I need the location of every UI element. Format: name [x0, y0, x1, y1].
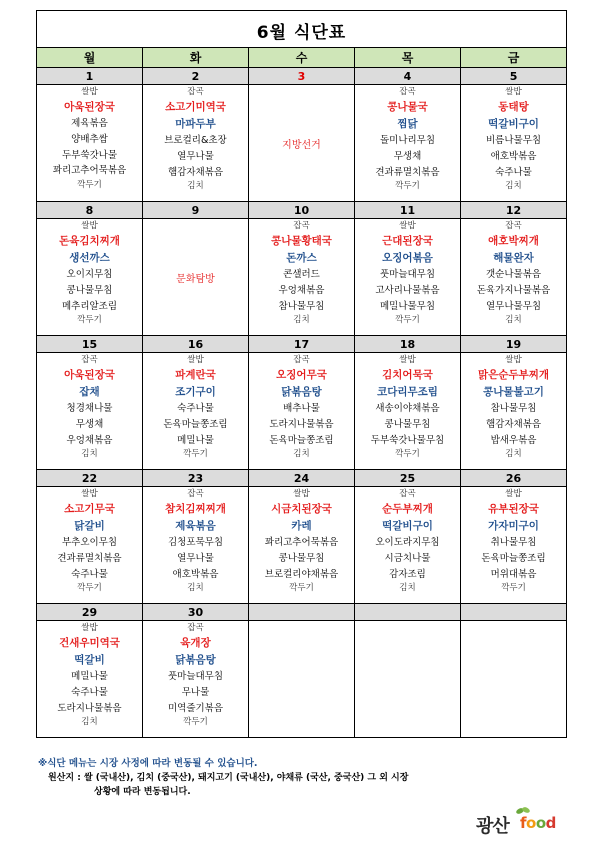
kimchi: 깍두기 — [77, 583, 102, 594]
side-dish: 견과류멸치볶음 — [375, 166, 440, 178]
side-dish: 취나물무침 — [490, 537, 537, 548]
weekday-header: 목 — [355, 48, 461, 68]
side-dish: 오이도라지무침 — [375, 537, 440, 548]
side-dish: 애호박볶음 — [172, 568, 219, 580]
side-dish: 제육볶음 — [71, 118, 108, 129]
side-dish: 메밀나물무침 — [379, 300, 436, 312]
origin-info-cont: 상황에 따라 변동됩니다. — [94, 787, 191, 797]
main-dish: 소고기무국 — [64, 503, 115, 515]
empty-cell — [461, 621, 567, 738]
date-cell — [461, 604, 567, 621]
date-cell: 1 — [37, 68, 143, 85]
kimchi: 김치 — [505, 315, 522, 326]
main-dish: 애호박찌개 — [488, 235, 539, 247]
empty-cell — [355, 621, 461, 738]
side-dish: 부추오이무침 — [61, 537, 118, 548]
side-dish: 우엉채볶음 — [278, 284, 325, 296]
sub-dish: 가자미구이 — [488, 520, 539, 532]
rice-type: 쌀밥 — [81, 489, 98, 499]
sub-dish: 떡갈비 — [74, 654, 105, 666]
side-dish: 양배추쌈 — [71, 133, 108, 145]
menu-table — [36, 10, 567, 738]
logo-korean-text: 광산 — [476, 816, 509, 837]
sub-dish: 해물완자 — [493, 252, 534, 264]
menu-cell — [37, 487, 143, 604]
side-dish: 꽈리고추어묵볶음 — [52, 165, 127, 177]
sub-dish: 떡갈비구이 — [382, 520, 433, 532]
menu-change-notice: ※식단 메뉴는 시장 사정에 따라 변동될 수 있습니다. — [38, 758, 258, 769]
side-dish: 두부쑥갓나물무침 — [370, 434, 445, 446]
date-cell: 8 — [37, 202, 143, 219]
menu-cell — [143, 85, 249, 202]
side-dish: 햄감자채볶음 — [485, 418, 542, 430]
kimchi: 깍두기 — [395, 315, 420, 326]
sub-dish: 닭갈비 — [74, 520, 105, 532]
side-dish: 햄감자채볶음 — [167, 166, 224, 178]
kimchi: 김치 — [505, 181, 522, 192]
side-dish: 풋마늘대무침 — [379, 269, 436, 280]
rice-type: 쌀밥 — [399, 221, 416, 231]
date-cell: 19 — [461, 336, 567, 353]
side-dish: 열무나물 — [177, 150, 214, 162]
kimchi: 김치 — [187, 583, 204, 594]
side-dish: 고사리나물볶음 — [375, 284, 440, 296]
menu-row — [37, 487, 567, 604]
date-row — [37, 336, 567, 353]
sub-dish: 닭볶음탕 — [175, 654, 216, 666]
side-dish: 견과류멸치볶음 — [57, 552, 122, 564]
sub-dish: 생선까스 — [69, 252, 110, 264]
footer-notes — [38, 757, 578, 799]
main-dish: 콩나물국 — [387, 101, 428, 113]
sub-dish: 떡갈비구이 — [488, 118, 539, 130]
date-row — [37, 604, 567, 621]
rice-type: 쌀밥 — [505, 489, 522, 499]
side-dish: 숙주나물 — [71, 568, 108, 580]
date-cell: 23 — [143, 470, 249, 487]
menu-row — [37, 353, 567, 470]
side-dish: 돈육가지나물볶음 — [476, 284, 551, 296]
side-dish: 오이지무침 — [66, 269, 113, 280]
main-dish: 맑은순두부찌개 — [478, 369, 550, 381]
weekday-header: 화 — [143, 48, 249, 68]
sub-dish: 카레 — [291, 520, 312, 532]
kimchi: 깍두기 — [289, 583, 314, 594]
main-dish: 근대된장국 — [382, 235, 433, 247]
side-dish: 참나물무침 — [490, 403, 537, 414]
side-dish: 밥새우볶음 — [490, 434, 537, 446]
date-cell: 16 — [143, 336, 249, 353]
kimchi: 깍두기 — [501, 583, 526, 594]
main-dish: 콩나물황태국 — [271, 235, 332, 247]
sub-dish: 닭볶음탕 — [281, 386, 322, 398]
main-dish: 육개장 — [180, 637, 211, 649]
kimchi: 깍두기 — [183, 449, 208, 460]
menu-cell — [37, 621, 143, 738]
side-dish: 꽈리고추어묵볶음 — [264, 537, 339, 548]
kimchi: 김치 — [505, 449, 522, 460]
sub-dish: 조기구이 — [175, 386, 216, 398]
date-cell: 11 — [355, 202, 461, 219]
side-dish: 메밀나물 — [71, 671, 108, 682]
date-cell: 2 — [143, 68, 249, 85]
side-dish: 무나물 — [181, 686, 210, 698]
side-dish: 김청포묵무침 — [167, 537, 224, 548]
rice-type: 잡곡 — [399, 489, 416, 499]
rice-type: 잡곡 — [505, 221, 522, 231]
menu-cell — [461, 487, 567, 604]
kimchi: 깍두기 — [77, 315, 102, 326]
kimchi: 깍두기 — [77, 180, 102, 191]
menu-cell — [461, 353, 567, 470]
origin-info: 원산지 : 쌀 (국내산), 김치 (중국산), 돼지고기 (국내산), 야채류 (국산, 중국산) 그 외 시장 — [48, 773, 409, 783]
rice-type: 쌀밥 — [399, 355, 416, 365]
date-cell: 17 — [249, 336, 355, 353]
company-logo — [476, 808, 576, 838]
side-dish: 청경채나물 — [66, 403, 113, 414]
rice-type: 잡곡 — [187, 87, 204, 97]
menu-row — [37, 621, 567, 738]
date-row — [37, 68, 567, 85]
kimchi: 김치 — [293, 315, 310, 326]
rice-type: 쌀밥 — [187, 355, 204, 365]
date-row — [37, 470, 567, 487]
menu-cell — [355, 219, 461, 336]
side-dish: 콩나물무침 — [66, 284, 113, 296]
side-dish: 숙주나물 — [71, 686, 108, 698]
side-dish: 갯순나물볶음 — [485, 269, 542, 280]
side-dish: 우엉채볶음 — [66, 434, 113, 446]
holiday-cell: 지방선거 — [249, 85, 355, 202]
menu-cell — [355, 85, 461, 202]
date-cell: 3 — [249, 68, 355, 85]
sub-dish: 코다리무조림 — [377, 386, 438, 398]
side-dish: 열무나물무침 — [485, 300, 542, 312]
sub-dish: 오징어볶음 — [382, 252, 433, 264]
side-dish: 메밀나물 — [177, 434, 214, 446]
weekday-header: 금 — [461, 48, 567, 68]
side-dish: 콩나물무침 — [384, 418, 431, 430]
side-dish: 숙주나물 — [495, 166, 532, 178]
menu-cell — [143, 621, 249, 738]
menu-row — [37, 85, 567, 202]
date-cell: 12 — [461, 202, 567, 219]
weekday-header-row — [37, 48, 567, 68]
main-dish: 참치김찌찌개 — [165, 503, 226, 515]
date-cell: 10 — [249, 202, 355, 219]
sub-dish: 잡채 — [79, 386, 100, 398]
side-dish: 풋마늘대무침 — [167, 671, 224, 682]
date-cell: 24 — [249, 470, 355, 487]
date-cell: 5 — [461, 68, 567, 85]
menu-cell — [355, 353, 461, 470]
date-cell: 4 — [355, 68, 461, 85]
menu-cell — [461, 85, 567, 202]
sub-dish: 제육볶음 — [175, 520, 216, 532]
side-dish: 열무나물 — [177, 552, 214, 564]
kimchi: 김치 — [399, 583, 416, 594]
rice-type: 잡곡 — [399, 87, 416, 97]
menu-cell — [37, 85, 143, 202]
sub-dish: 마파두부 — [175, 118, 216, 130]
empty-cell — [249, 621, 355, 738]
main-dish: 오징어무국 — [276, 369, 327, 381]
main-dish: 건새우미역국 — [59, 637, 120, 649]
side-dish: 콩나물무침 — [278, 552, 325, 564]
side-dish: 머위대볶음 — [490, 568, 537, 580]
main-dish: 파계란국 — [175, 369, 216, 381]
menu-cell — [37, 219, 143, 336]
date-cell: 9 — [143, 202, 249, 219]
side-dish: 브로컬리야채볶음 — [264, 568, 339, 580]
side-dish: 참나물무침 — [278, 300, 325, 312]
side-dish: 도라지나물볶음 — [269, 418, 334, 430]
side-dish: 돈육마늘쫑조림 — [269, 434, 334, 446]
weekday-header: 수 — [249, 48, 355, 68]
side-dish: 도라지나물볶음 — [57, 702, 122, 714]
menu-cell — [37, 353, 143, 470]
side-dish: 무생채 — [75, 418, 104, 430]
main-dish: 소고기미역국 — [165, 101, 226, 113]
menu-cell — [249, 353, 355, 470]
date-cell: 25 — [355, 470, 461, 487]
holiday-cell: 문화탐방 — [143, 219, 249, 336]
menu-row — [37, 219, 567, 336]
main-dish: 아욱된장국 — [64, 369, 115, 381]
side-dish: 배추나물 — [283, 403, 320, 414]
page-title: 6월 식단표 — [37, 11, 567, 48]
kimchi: 깍두기 — [395, 449, 420, 460]
date-cell: 29 — [37, 604, 143, 621]
side-dish: 비름나물무침 — [485, 135, 542, 146]
rice-type: 잡곡 — [293, 355, 310, 365]
main-dish: 돈육김치찌개 — [59, 235, 120, 247]
main-dish: 김치어묵국 — [382, 369, 433, 381]
main-dish: 동태탕 — [498, 101, 529, 113]
menu-cell — [461, 219, 567, 336]
main-dish: 아욱된장국 — [64, 101, 115, 113]
date-cell — [355, 604, 461, 621]
side-dish: 숙주나물 — [177, 403, 214, 414]
date-cell: 30 — [143, 604, 249, 621]
date-cell: 22 — [37, 470, 143, 487]
kimchi: 깍두기 — [395, 181, 420, 192]
date-cell — [249, 604, 355, 621]
date-row — [37, 202, 567, 219]
sub-dish: 콩나물불고기 — [483, 386, 544, 398]
sub-dish: 돈까스 — [286, 252, 317, 264]
logo-english-text: food — [520, 814, 556, 832]
date-cell: 26 — [461, 470, 567, 487]
side-dish: 무생채 — [393, 150, 422, 162]
rice-type: 쌀밥 — [81, 623, 98, 633]
side-dish: 돌미나리무침 — [379, 135, 436, 146]
rice-type: 쌀밥 — [81, 221, 98, 231]
main-dish: 순두부찌개 — [382, 503, 433, 515]
side-dish: 애호박볶음 — [490, 150, 537, 162]
menu-cell — [249, 219, 355, 336]
menu-cell — [143, 487, 249, 604]
side-dish: 감자조림 — [389, 568, 426, 580]
menu-cell — [355, 487, 461, 604]
kimchi: 깍두기 — [183, 717, 208, 728]
rice-type: 잡곡 — [81, 355, 98, 365]
rice-type: 쌀밥 — [293, 489, 310, 499]
menu-cell — [249, 487, 355, 604]
rice-type: 쌀밥 — [505, 87, 522, 97]
rice-type: 쌀밥 — [505, 355, 522, 365]
date-cell: 18 — [355, 336, 461, 353]
side-dish: 두부쑥갓나물 — [61, 149, 118, 161]
kimchi: 김치 — [293, 449, 310, 460]
kimchi: 김치 — [81, 717, 98, 728]
rice-type: 잡곡 — [187, 623, 204, 633]
rice-type: 잡곡 — [187, 489, 204, 499]
side-dish: 메추리알조림 — [61, 300, 118, 312]
rice-type: 쌀밥 — [81, 87, 98, 97]
main-dish: 유부된장국 — [488, 503, 539, 515]
side-dish: 콘샐러드 — [283, 269, 320, 280]
side-dish: 미역줄기볶음 — [167, 702, 224, 714]
kimchi: 김치 — [81, 449, 98, 460]
main-dish: 시금치된장국 — [271, 503, 332, 515]
side-dish: 돈육마늘쫑조림 — [163, 418, 228, 430]
kimchi: 김치 — [187, 181, 204, 192]
menu-cell — [143, 353, 249, 470]
weekday-header: 월 — [37, 48, 143, 68]
sub-dish: 찜닭 — [397, 118, 418, 130]
rice-type: 잡곡 — [293, 221, 310, 231]
side-dish: 브로컬리&초장 — [164, 135, 227, 146]
side-dish: 돈육마늘쫑조림 — [481, 552, 546, 564]
side-dish: 시금치나물 — [384, 552, 431, 564]
side-dish: 새송이야채볶음 — [375, 403, 440, 414]
date-cell: 15 — [37, 336, 143, 353]
